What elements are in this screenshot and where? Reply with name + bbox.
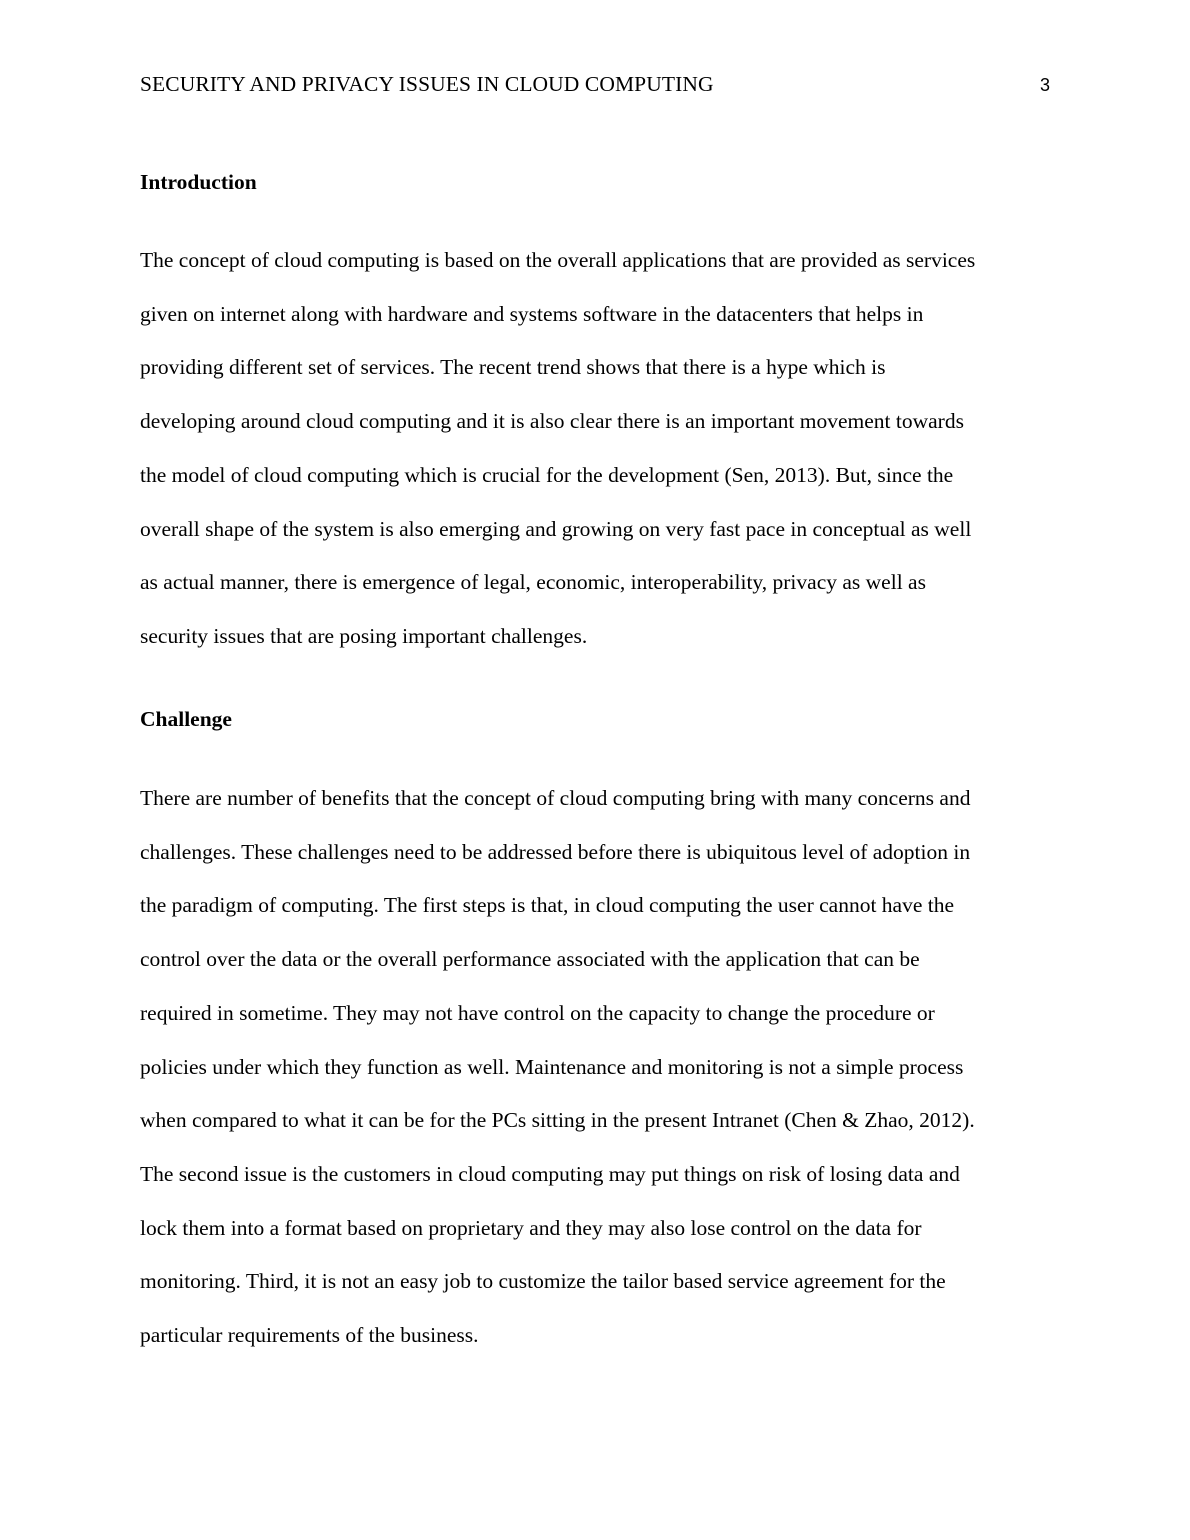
text-line: the model of cloud computing which is crucial for the development (Sen, 2013). But, since the	[140, 462, 954, 487]
text-line: as actual manner, there is emergence of legal, economic, interoperability, privacy as well as	[140, 570, 926, 595]
text-line: policies under which they function as well. Maintenance and monitoring is not a simple process	[140, 1054, 964, 1079]
paragraph-introduction	[140, 234, 1052, 664]
text-line: when compared to what it can be for the PCs sitting in the present Intranet (Chen & Zhao, 2012).	[140, 1108, 975, 1133]
text-line: control over the data or the overall performance associated with the application that can be	[140, 947, 920, 972]
text-line: particular requirements of the business.	[140, 1323, 479, 1348]
page-number: 3	[1039, 75, 1050, 95]
text-line: monitoring. Third, it is not an easy job to customize the tailor based service agreement for the	[140, 1269, 946, 1294]
text-line: given on internet along with hardware and systems software in the datacenters that helps in	[140, 301, 924, 326]
text-line: The second issue is the customers in cloud computing may put things on risk of losing data and	[140, 1161, 960, 1186]
section-heading-introduction: Introduction	[140, 170, 257, 194]
text-line: developing around cloud computing and it is also clear there is an important movement towards	[140, 409, 964, 434]
text-line: security issues that are posing important challenges.	[140, 623, 588, 648]
text-line: providing different set of services. The recent trend shows that there is a hype which is	[140, 355, 886, 380]
text-line: required in sometime. They may not have control on the capacity to change the procedure or	[140, 1000, 935, 1025]
text-line: challenges. These challenges need to be addressed before there is ubiquitous level of adoption in	[140, 839, 971, 864]
running-head: SECURITY AND PRIVACY ISSUES IN CLOUD COMPUTING	[140, 72, 714, 96]
text-line: lock them into a format based on proprietary and they may also lose control on the data for	[140, 1215, 922, 1240]
section-heading-challenge: Challenge	[140, 707, 232, 731]
text-line: overall shape of the system is also emerging and growing on very fast pace in conceptual as well	[140, 516, 972, 541]
text-line: The concept of cloud computing is based on the overall applications that are provided as services	[140, 248, 976, 272]
text-line: the paradigm of computing. The first steps is that, in cloud computing the user cannot have the	[140, 893, 955, 918]
text-line: There are number of benefits that the concept of cloud computing bring with many concerns and	[140, 786, 971, 810]
paragraph-challenge	[140, 772, 1052, 1363]
